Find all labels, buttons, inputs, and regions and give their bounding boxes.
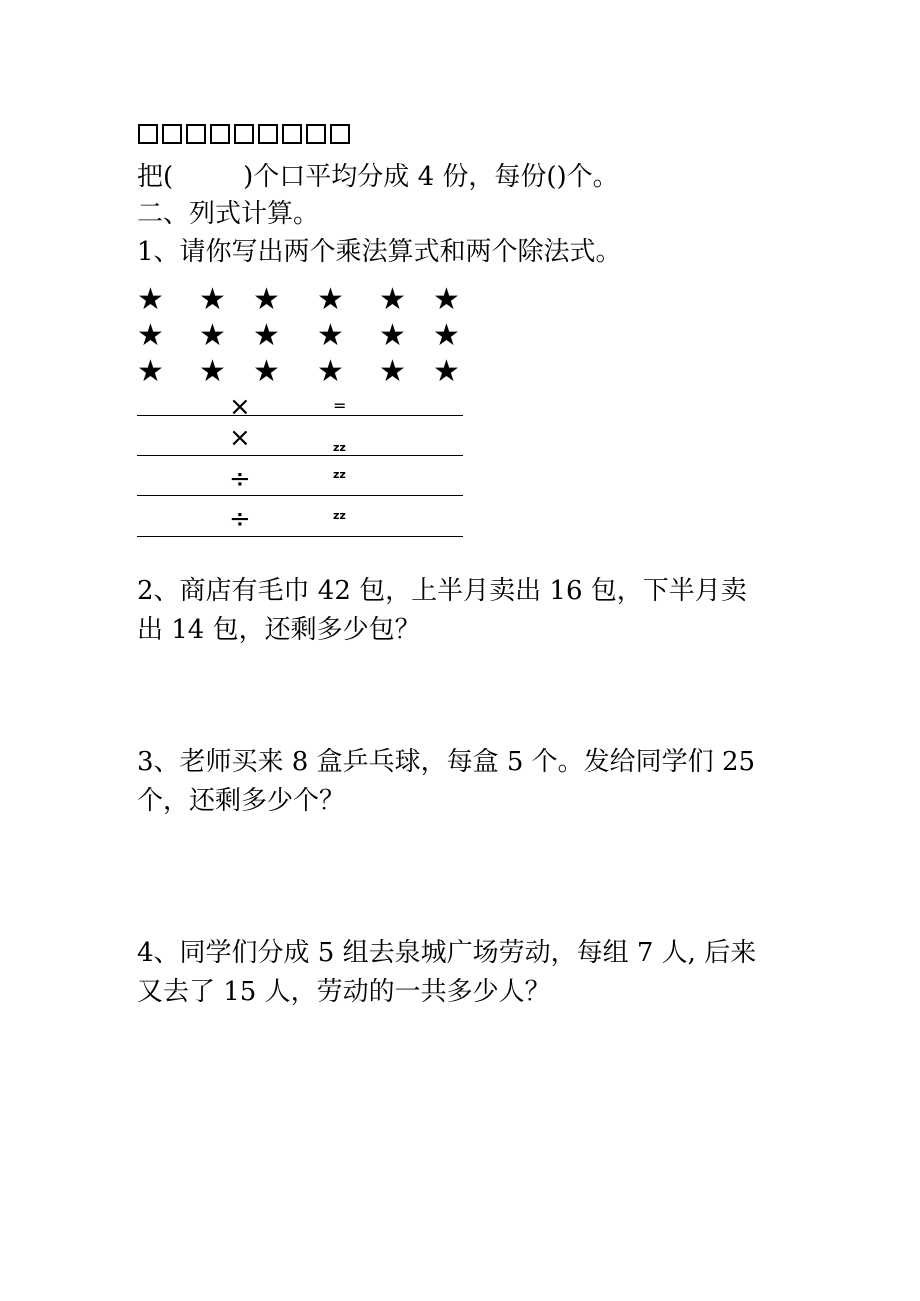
placeholder-boxes — [138, 124, 350, 144]
star-icon: ★ — [137, 354, 164, 389]
divide-sign: ÷ — [229, 464, 251, 494]
placeholder-box — [186, 124, 206, 144]
star-icon: ★ — [379, 318, 406, 353]
star-icon: ★ — [317, 354, 344, 389]
question-4-line-2: 又去了 15 人，劳动的一共多少人？ — [137, 977, 551, 1007]
placeholder-box — [162, 124, 182, 144]
fill-in-suffix: )个口平均分成 4 份，每份()个。 — [243, 162, 619, 192]
section-heading: 二、列式计算。 — [137, 199, 320, 229]
star-icon: ★ — [253, 282, 280, 317]
star-icon: ★ — [379, 282, 406, 317]
star-icon: ★ — [137, 282, 164, 317]
question-1-text: 1、请你写出两个乘法算式和两个除法式。 — [137, 237, 622, 267]
star-icon: ★ — [433, 318, 460, 353]
question-3-line-2: 个，还剩多少个？ — [137, 786, 346, 816]
placeholder-box — [330, 124, 350, 144]
placeholder-box — [282, 124, 302, 144]
star-icon: ★ — [317, 318, 344, 353]
star-icon: ★ — [137, 318, 164, 353]
star-icon: ★ — [253, 318, 280, 353]
placeholder-box — [258, 124, 278, 144]
placeholder-box — [306, 124, 326, 144]
star-icon: ★ — [199, 282, 226, 317]
answer-line[interactable] — [137, 455, 463, 456]
question-2-line-1: 2、商店有毛巾 42 包，上半月卖出 16 包，下半月卖 — [137, 576, 747, 606]
multiply-sign: × — [229, 392, 251, 422]
fill-in-prefix: 把( — [137, 162, 174, 192]
question-4-line-1: 4、同学们分成 5 组去泉城广场劳动，每组 7 人, 后来 — [137, 938, 757, 968]
star-icon: ★ — [199, 318, 226, 353]
equals-mark: zz — [333, 468, 346, 481]
star-icon: ★ — [433, 354, 460, 389]
placeholder-box — [234, 124, 254, 144]
answer-line[interactable] — [137, 536, 463, 537]
star-icon: ★ — [433, 282, 460, 317]
divide-sign: ÷ — [229, 504, 251, 534]
placeholder-box — [210, 124, 230, 144]
equals-sign: = — [333, 396, 347, 415]
star-icon: ★ — [199, 354, 226, 389]
multiply-sign: × — [229, 423, 251, 453]
star-icon: ★ — [379, 354, 406, 389]
question-3-line-1: 3、老师买来 8 盒乒乓球，每盒 5 个。发给同学们 25 — [137, 747, 756, 777]
equals-mark: zz — [333, 509, 346, 522]
fill-in-question — [137, 160, 619, 194]
star-icon: ★ — [317, 282, 344, 317]
equals-mark: zz — [333, 441, 346, 454]
star-icon: ★ — [253, 354, 280, 389]
placeholder-box — [138, 124, 158, 144]
question-2-line-2: 出 14 包，还剩多少包？ — [137, 615, 421, 645]
answer-line[interactable] — [137, 495, 463, 496]
answer-line[interactable] — [137, 415, 463, 416]
